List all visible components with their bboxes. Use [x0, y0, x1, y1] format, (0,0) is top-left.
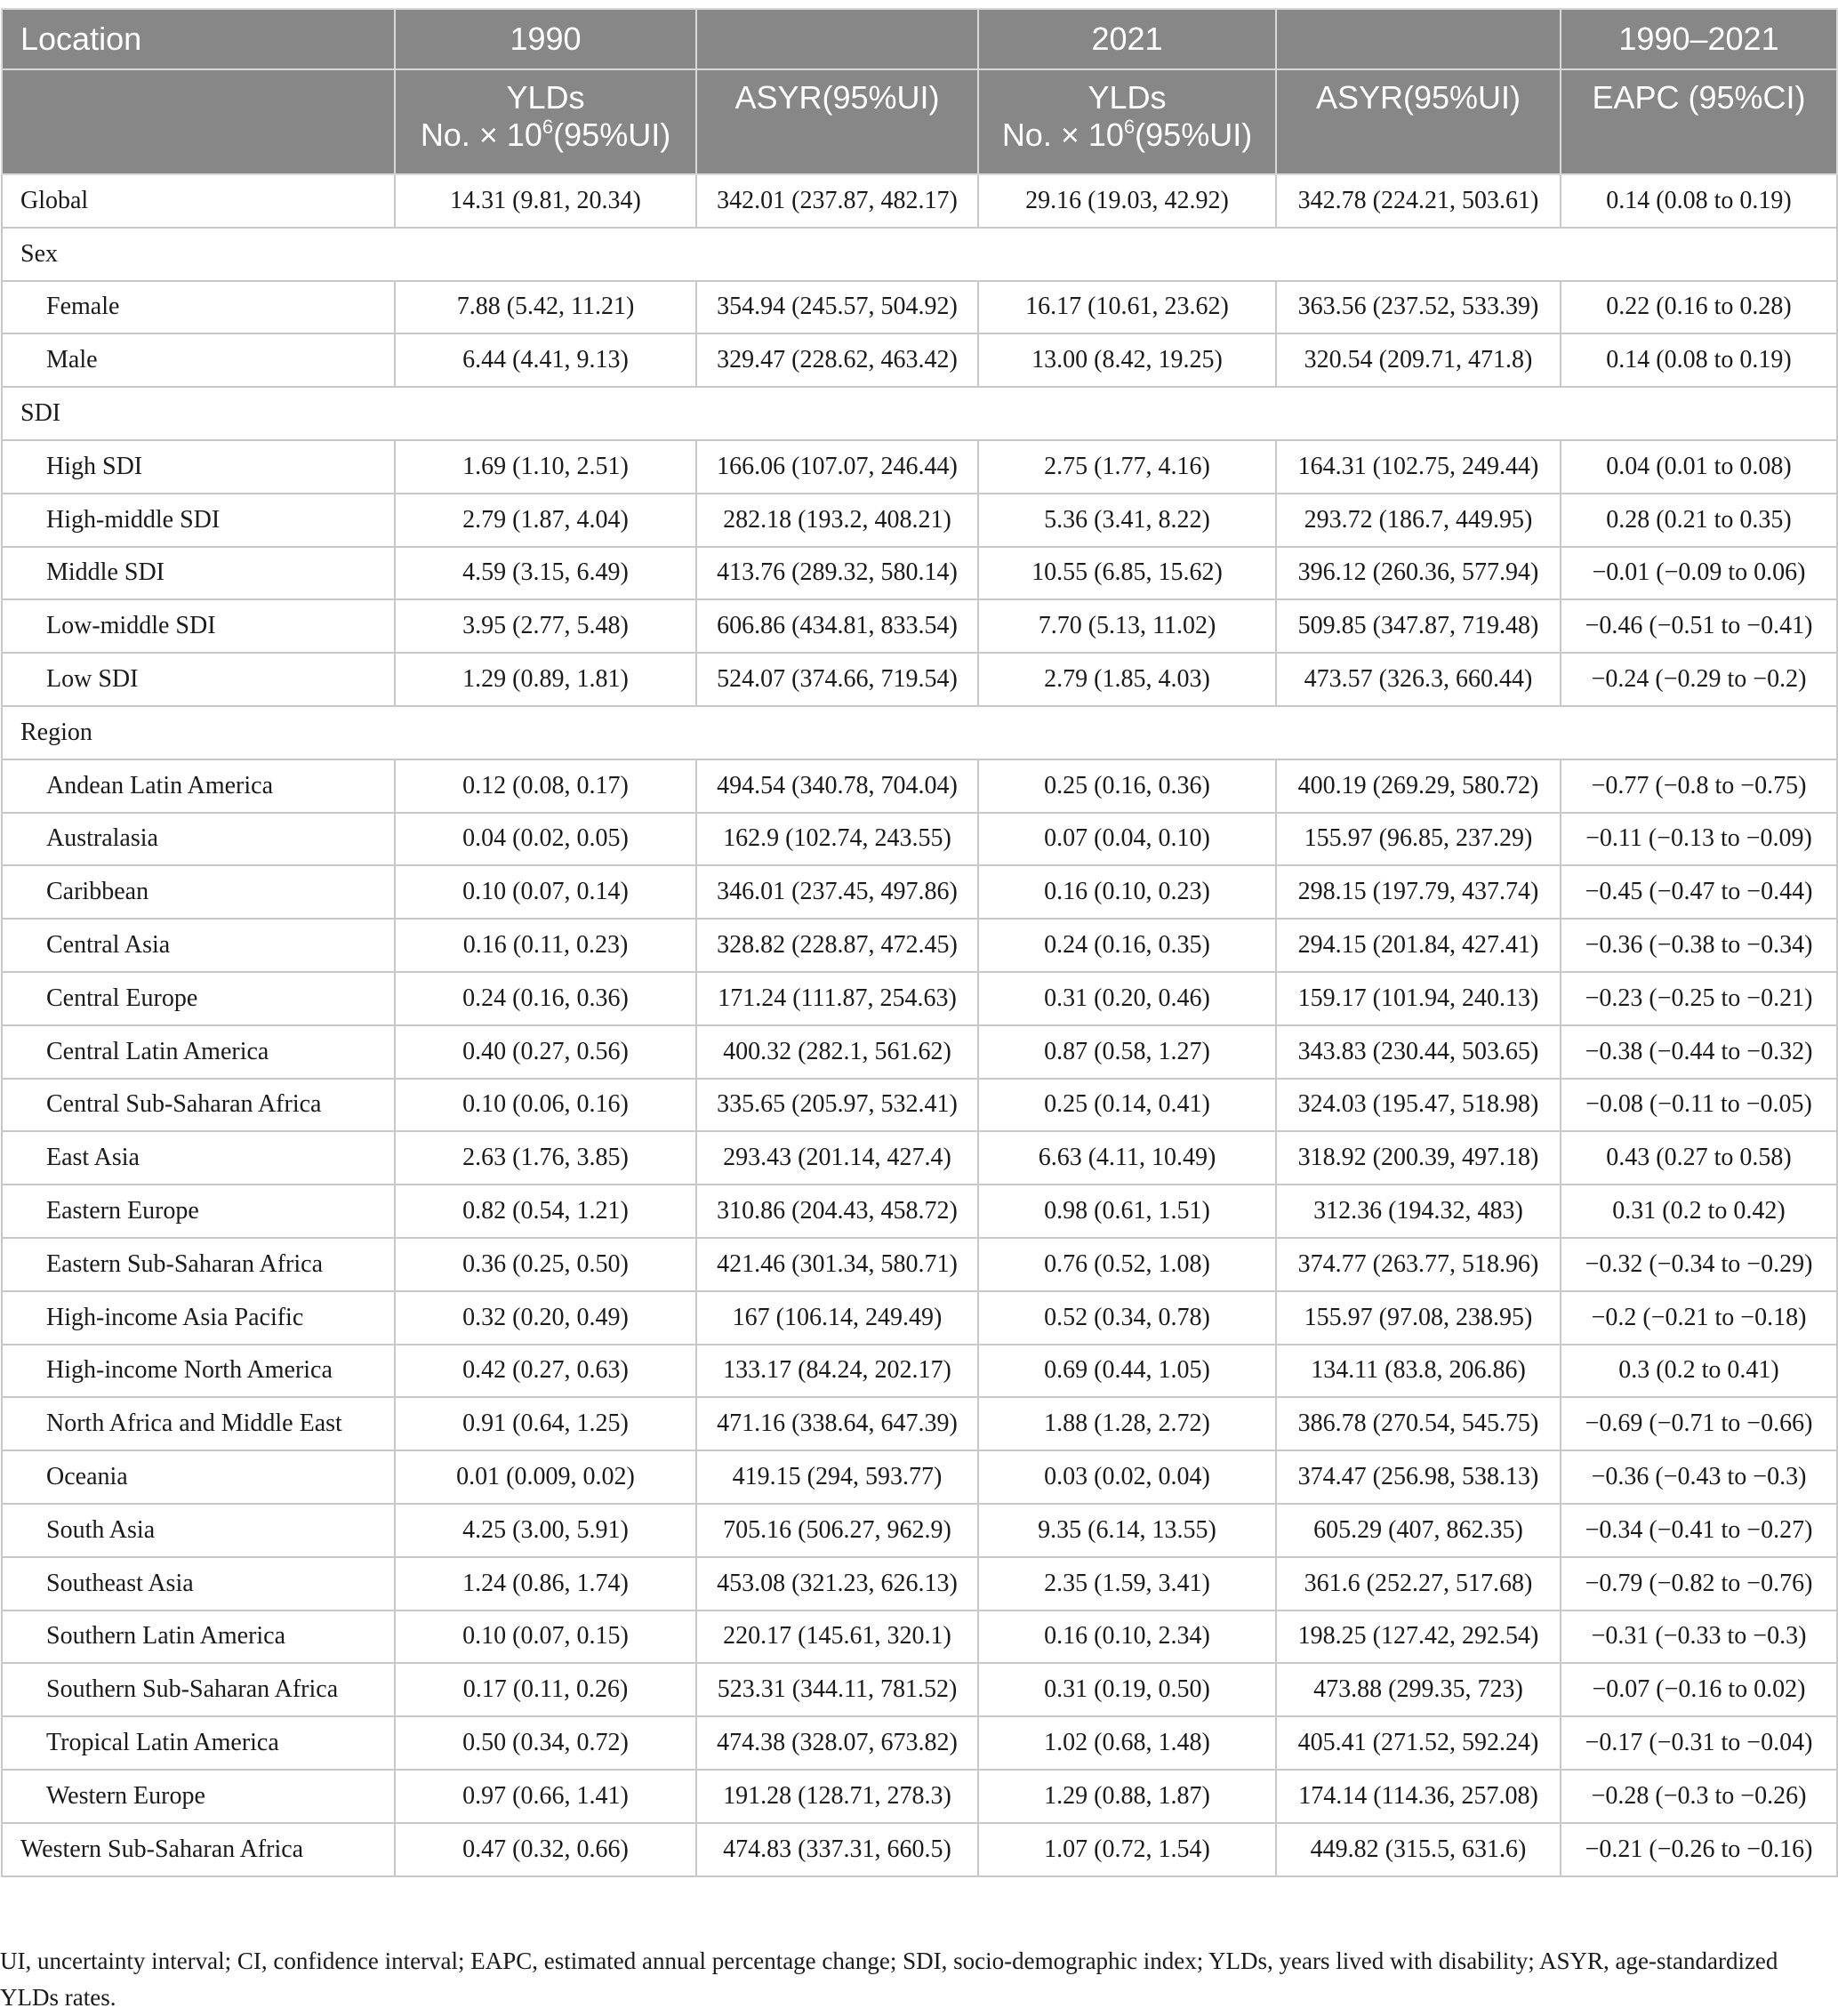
- table-row: [2, 1397, 1837, 1450]
- asyr-2021-cell: 159.17 (101.94, 240.13): [1276, 972, 1561, 1025]
- table-body: [2, 174, 1837, 1876]
- ylds-1990-cell: 2.63 (1.76, 3.85): [395, 1131, 696, 1185]
- ylds-2021-cell: 2.35 (1.59, 3.41): [978, 1557, 1276, 1610]
- asyr-1990-cell: 419.15 (294, 593.77): [696, 1450, 978, 1504]
- ylds-1990-cell: 6.44 (4.41, 9.13): [395, 333, 696, 387]
- location-cell: Male: [2, 333, 395, 387]
- ylds-2021-cell: 0.16 (0.10, 2.34): [978, 1610, 1276, 1664]
- asyr-1990-cell: 293.43 (201.14, 427.4): [696, 1131, 978, 1185]
- asyr-2021-cell: 400.19 (269.29, 580.72): [1276, 759, 1561, 813]
- ylds-1990-cell: 0.10 (0.07, 0.15): [395, 1610, 696, 1664]
- data-table: [1, 8, 1838, 1877]
- eapc-cell: −0.34 (−0.41 to −0.27): [1561, 1504, 1837, 1557]
- location-cell: Central Asia: [2, 919, 395, 972]
- location-cell: Caribbean: [2, 865, 395, 919]
- asyr-1990-cell: 400.32 (282.1, 561.62): [696, 1025, 978, 1079]
- ylds-1990-cell: 0.10 (0.07, 0.14): [395, 865, 696, 919]
- ylds-1990-cell: 0.24 (0.16, 0.36): [395, 972, 696, 1025]
- header-empty-1990: [696, 9, 978, 69]
- asyr-2021-cell: 605.29 (407, 862.35): [1276, 1504, 1561, 1557]
- header-empty-2021: [1276, 9, 1561, 69]
- header-ylds-2021-prefix: No. × 10: [1001, 116, 1124, 153]
- location-cell: Eastern Europe: [2, 1185, 395, 1238]
- asyr-2021-cell: 405.41 (271.52, 592.24): [1276, 1716, 1561, 1770]
- group-label: Region: [2, 706, 1837, 759]
- table-row: [2, 1131, 1837, 1185]
- asyr-1990-cell: 166.06 (107.07, 246.44): [696, 440, 978, 494]
- asyr-2021-cell: 374.47 (256.98, 538.13): [1276, 1450, 1561, 1504]
- ylds-2021-cell: 0.31 (0.20, 0.46): [978, 972, 1276, 1025]
- location-cell: Female: [2, 281, 395, 334]
- table-row: [2, 1823, 1837, 1876]
- location-cell: Southern Latin America: [2, 1610, 395, 1664]
- asyr-1990-cell: 191.28 (128.71, 278.3): [696, 1770, 978, 1823]
- ylds-1990-cell: 0.10 (0.06, 0.16): [395, 1079, 696, 1132]
- ylds-1990-cell: 0.91 (0.64, 1.25): [395, 1397, 696, 1450]
- ylds-1990-cell: 1.24 (0.86, 1.74): [395, 1557, 696, 1610]
- ylds-1990-cell: 4.59 (3.15, 6.49): [395, 547, 696, 600]
- table-row: [2, 1345, 1837, 1398]
- asyr-1990-cell: 474.83 (337.31, 660.5): [696, 1823, 978, 1876]
- asyr-2021-cell: 164.31 (102.75, 249.44): [1276, 440, 1561, 494]
- location-cell: Eastern Sub-Saharan Africa: [2, 1238, 395, 1291]
- ylds-1990-cell: 0.50 (0.34, 0.72): [395, 1716, 696, 1770]
- ylds-2021-cell: 5.36 (3.41, 8.22): [978, 494, 1276, 547]
- header-ylds-2021-sup: 6: [1123, 116, 1136, 138]
- asyr-1990-cell: 354.94 (245.57, 504.92): [696, 281, 978, 334]
- header-ylds-2021-suffix: (95%UI): [1135, 116, 1253, 153]
- ylds-1990-cell: 1.69 (1.10, 2.51): [395, 440, 696, 494]
- table-row: [2, 1185, 1837, 1238]
- table-row: [2, 1663, 1837, 1716]
- asyr-1990-cell: 342.01 (237.87, 482.17): [696, 174, 978, 228]
- location-cell: Tropical Latin America: [2, 1716, 395, 1770]
- table-row: [2, 1716, 1837, 1770]
- eapc-cell: −0.07 (−0.16 to 0.02): [1561, 1663, 1837, 1716]
- table-row: [2, 333, 1837, 387]
- eapc-cell: −0.79 (−0.82 to −0.76): [1561, 1557, 1837, 1610]
- ylds-2021-cell: 0.98 (0.61, 1.51): [978, 1185, 1276, 1238]
- ylds-1990-cell: 4.25 (3.00, 5.91): [395, 1504, 696, 1557]
- eapc-cell: −0.23 (−0.25 to −0.21): [1561, 972, 1837, 1025]
- asyr-1990-cell: 705.16 (506.27, 962.9): [696, 1504, 978, 1557]
- asyr-2021-cell: 155.97 (97.08, 238.95): [1276, 1291, 1561, 1345]
- group-label: Sex: [2, 228, 1837, 281]
- ylds-2021-cell: 0.87 (0.58, 1.27): [978, 1025, 1276, 1079]
- group-label: SDI: [2, 387, 1837, 440]
- asyr-1990-cell: 421.46 (301.34, 580.71): [696, 1238, 978, 1291]
- eapc-cell: −0.28 (−0.3 to −0.26): [1561, 1770, 1837, 1823]
- header-row-metrics: [2, 69, 1837, 174]
- ylds-2021-cell: 0.25 (0.16, 0.36): [978, 759, 1276, 813]
- asyr-1990-cell: 523.31 (344.11, 781.52): [696, 1663, 978, 1716]
- ylds-1990-cell: 14.31 (9.81, 20.34): [395, 174, 696, 228]
- asyr-2021-cell: 324.03 (195.47, 518.98): [1276, 1079, 1561, 1132]
- ylds-1990-cell: 0.47 (0.32, 0.66): [395, 1823, 696, 1876]
- eapc-cell: 0.3 (0.2 to 0.41): [1561, 1345, 1837, 1398]
- group-header-row: [2, 387, 1837, 440]
- ylds-2021-cell: 1.02 (0.68, 1.48): [978, 1716, 1276, 1770]
- ylds-2021-cell: 1.07 (0.72, 1.54): [978, 1823, 1276, 1876]
- table-row: [2, 759, 1837, 813]
- table-row: [2, 440, 1837, 494]
- header-ylds-2021: [978, 69, 1276, 174]
- eapc-cell: −0.38 (−0.44 to −0.32): [1561, 1025, 1837, 1079]
- header-ylds-1990: [395, 69, 696, 174]
- table-row: [2, 1450, 1837, 1504]
- ylds-2021-cell: 0.16 (0.10, 0.23): [978, 865, 1276, 919]
- eapc-cell: 0.28 (0.21 to 0.35): [1561, 494, 1837, 547]
- location-cell: Western Europe: [2, 1770, 395, 1823]
- eapc-cell: −0.32 (−0.34 to −0.29): [1561, 1238, 1837, 1291]
- eapc-cell: −0.2 (−0.21 to −0.18): [1561, 1291, 1837, 1345]
- location-cell: Western Sub-Saharan Africa: [2, 1823, 395, 1876]
- eapc-cell: −0.36 (−0.38 to −0.34): [1561, 919, 1837, 972]
- table-row: [2, 599, 1837, 653]
- header-ylds-2021-line1: YLDs: [1088, 79, 1167, 116]
- asyr-1990-cell: 328.82 (228.87, 472.45): [696, 919, 978, 972]
- location-cell: South Asia: [2, 1504, 395, 1557]
- eapc-cell: −0.11 (−0.13 to −0.09): [1561, 813, 1837, 866]
- ylds-2021-cell: 10.55 (6.85, 15.62): [978, 547, 1276, 600]
- header-row-years: [2, 9, 1837, 69]
- ylds-1990-cell: 1.29 (0.89, 1.81): [395, 653, 696, 706]
- asyr-2021-cell: 298.15 (197.79, 437.74): [1276, 865, 1561, 919]
- asyr-2021-cell: 320.54 (209.71, 471.8): [1276, 333, 1561, 387]
- asyr-2021-cell: 134.11 (83.8, 206.86): [1276, 1345, 1561, 1398]
- table-row: [2, 1504, 1837, 1557]
- asyr-1990-cell: 453.08 (321.23, 626.13): [696, 1557, 978, 1610]
- asyr-2021-cell: 155.97 (96.85, 237.29): [1276, 813, 1561, 866]
- ylds-2021-cell: 0.25 (0.14, 0.41): [978, 1079, 1276, 1132]
- table-row: [2, 547, 1837, 600]
- ylds-2021-cell: 1.88 (1.28, 2.72): [978, 1397, 1276, 1450]
- ylds-2021-cell: 0.07 (0.04, 0.10): [978, 813, 1276, 866]
- ylds-2021-cell: 0.31 (0.19, 0.50): [978, 1663, 1276, 1716]
- location-cell: High-income Asia Pacific: [2, 1291, 395, 1345]
- asyr-1990-cell: 162.9 (102.74, 243.55): [696, 813, 978, 866]
- ylds-1990-cell: 0.16 (0.11, 0.23): [395, 919, 696, 972]
- ylds-1990-cell: 0.17 (0.11, 0.26): [395, 1663, 696, 1716]
- ylds-1990-cell: 0.82 (0.54, 1.21): [395, 1185, 696, 1238]
- table-row: [2, 1610, 1837, 1664]
- ylds-1990-cell: 0.36 (0.25, 0.50): [395, 1238, 696, 1291]
- table-row: [2, 653, 1837, 706]
- location-cell: Central Sub-Saharan Africa: [2, 1079, 395, 1132]
- ylds-2021-cell: 6.63 (4.11, 10.49): [978, 1131, 1276, 1185]
- asyr-1990-cell: 310.86 (204.43, 458.72): [696, 1185, 978, 1238]
- table-header: [2, 9, 1837, 174]
- eapc-cell: −0.36 (−0.43 to −0.3): [1561, 1450, 1837, 1504]
- asyr-2021-cell: 473.57 (326.3, 660.44): [1276, 653, 1561, 706]
- table-row: [2, 1557, 1837, 1610]
- header-location: Location: [2, 9, 395, 69]
- location-cell: Low-middle SDI: [2, 599, 395, 653]
- location-cell: Global: [2, 174, 395, 228]
- header-ylds-1990-sup: 6: [542, 116, 554, 138]
- ylds-2021-cell: 0.24 (0.16, 0.35): [978, 919, 1276, 972]
- eapc-cell: −0.31 (−0.33 to −0.3): [1561, 1610, 1837, 1664]
- header-eapc: EAPC (95%CI): [1561, 69, 1837, 174]
- ylds-1990-cell: 2.79 (1.87, 4.04): [395, 494, 696, 547]
- asyr-2021-cell: 386.78 (270.54, 545.75): [1276, 1397, 1561, 1450]
- eapc-cell: 0.14 (0.08 to 0.19): [1561, 333, 1837, 387]
- asyr-1990-cell: 524.07 (374.66, 719.54): [696, 653, 978, 706]
- eapc-cell: 0.14 (0.08 to 0.19): [1561, 174, 1837, 228]
- asyr-2021-cell: 363.56 (237.52, 533.39): [1276, 281, 1561, 334]
- ylds-2021-cell: 0.52 (0.34, 0.78): [978, 1291, 1276, 1345]
- ylds-1990-cell: 0.32 (0.20, 0.49): [395, 1291, 696, 1345]
- ylds-2021-cell: 16.17 (10.61, 23.62): [978, 281, 1276, 334]
- location-cell: East Asia: [2, 1131, 395, 1185]
- asyr-2021-cell: 342.78 (224.21, 503.61): [1276, 174, 1561, 228]
- location-cell: Australasia: [2, 813, 395, 866]
- asyr-1990-cell: 282.18 (193.2, 408.21): [696, 494, 978, 547]
- asyr-2021-cell: 294.15 (201.84, 427.41): [1276, 919, 1561, 972]
- ylds-2021-cell: 29.16 (19.03, 42.92): [978, 174, 1276, 228]
- asyr-1990-cell: 474.38 (328.07, 673.82): [696, 1716, 978, 1770]
- header-asyr-1990: ASYR(95%UI): [696, 69, 978, 174]
- header-ylds-1990-prefix: No. × 10: [420, 116, 542, 153]
- location-cell: Andean Latin America: [2, 759, 395, 813]
- ylds-2021-cell: 7.70 (5.13, 11.02): [978, 599, 1276, 653]
- eapc-cell: 0.22 (0.16 to 0.28): [1561, 281, 1837, 334]
- eapc-cell: −0.24 (−0.29 to −0.2): [1561, 653, 1837, 706]
- ylds-1990-cell: 7.88 (5.42, 11.21): [395, 281, 696, 334]
- asyr-2021-cell: 374.77 (263.77, 518.96): [1276, 1238, 1561, 1291]
- ylds-1990-cell: 0.97 (0.66, 1.41): [395, 1770, 696, 1823]
- asyr-1990-cell: 494.54 (340.78, 704.04): [696, 759, 978, 813]
- group-header-row: [2, 228, 1837, 281]
- eapc-cell: −0.77 (−0.8 to −0.75): [1561, 759, 1837, 813]
- ylds-1990-cell: 3.95 (2.77, 5.48): [395, 599, 696, 653]
- header-asyr-2021: ASYR(95%UI): [1276, 69, 1561, 174]
- location-cell: North Africa and Middle East: [2, 1397, 395, 1450]
- location-cell: Oceania: [2, 1450, 395, 1504]
- ylds-2021-cell: 1.29 (0.88, 1.87): [978, 1770, 1276, 1823]
- asyr-2021-cell: 343.83 (230.44, 503.65): [1276, 1025, 1561, 1079]
- asyr-2021-cell: 198.25 (127.42, 292.54): [1276, 1610, 1561, 1664]
- ylds-2021-cell: 2.79 (1.85, 4.03): [978, 653, 1276, 706]
- table-row: [2, 919, 1837, 972]
- ylds-1990-cell: 0.01 (0.009, 0.02): [395, 1450, 696, 1504]
- eapc-cell: 0.43 (0.27 to 0.58): [1561, 1131, 1837, 1185]
- asyr-1990-cell: 471.16 (338.64, 647.39): [696, 1397, 978, 1450]
- eapc-cell: −0.17 (−0.31 to −0.04): [1561, 1716, 1837, 1770]
- asyr-1990-cell: 171.24 (111.87, 254.63): [696, 972, 978, 1025]
- table-row: [2, 972, 1837, 1025]
- asyr-1990-cell: 335.65 (205.97, 532.41): [696, 1079, 978, 1132]
- ylds-2021-cell: 13.00 (8.42, 19.25): [978, 333, 1276, 387]
- header-empty-location: [2, 69, 395, 174]
- header-ylds-1990-line1: YLDs: [506, 79, 585, 116]
- eapc-cell: −0.46 (−0.51 to −0.41): [1561, 599, 1837, 653]
- ylds-1990-cell: 0.12 (0.08, 0.17): [395, 759, 696, 813]
- table-row: [2, 1238, 1837, 1291]
- asyr-2021-cell: 509.85 (347.87, 719.48): [1276, 599, 1561, 653]
- location-cell: Central Europe: [2, 972, 395, 1025]
- asyr-2021-cell: 473.88 (299.35, 723): [1276, 1663, 1561, 1716]
- location-cell: Middle SDI: [2, 547, 395, 600]
- location-cell: Southeast Asia: [2, 1557, 395, 1610]
- asyr-1990-cell: 413.76 (289.32, 580.14): [696, 547, 978, 600]
- asyr-1990-cell: 346.01 (237.45, 497.86): [696, 865, 978, 919]
- table-row: [2, 1291, 1837, 1345]
- asyr-2021-cell: 312.36 (194.32, 483): [1276, 1185, 1561, 1238]
- eapc-cell: 0.31 (0.2 to 0.42): [1561, 1185, 1837, 1238]
- ylds-2021-cell: 0.76 (0.52, 1.08): [978, 1238, 1276, 1291]
- location-cell: High SDI: [2, 440, 395, 494]
- ylds-2021-cell: 0.69 (0.44, 1.05): [978, 1345, 1276, 1398]
- ylds-2021-cell: 9.35 (6.14, 13.55): [978, 1504, 1276, 1557]
- asyr-1990-cell: 220.17 (145.61, 320.1): [696, 1610, 978, 1664]
- ylds-2021-cell: 0.03 (0.02, 0.04): [978, 1450, 1276, 1504]
- table-row: [2, 813, 1837, 866]
- location-cell: High-middle SDI: [2, 494, 395, 547]
- eapc-cell: −0.69 (−0.71 to −0.66): [1561, 1397, 1837, 1450]
- asyr-2021-cell: 293.72 (186.7, 449.95): [1276, 494, 1561, 547]
- table-row: [2, 281, 1837, 334]
- ylds-1990-cell: 0.04 (0.02, 0.05): [395, 813, 696, 866]
- location-cell: High-income North America: [2, 1345, 395, 1398]
- eapc-cell: −0.08 (−0.11 to −0.05): [1561, 1079, 1837, 1132]
- group-header-row: [2, 706, 1837, 759]
- header-year-1990: 1990: [395, 9, 696, 69]
- asyr-2021-cell: 449.82 (315.5, 631.6): [1276, 1823, 1561, 1876]
- header-ylds-1990-suffix: (95%UI): [553, 116, 671, 153]
- table-row: [2, 1025, 1837, 1079]
- asyr-2021-cell: 361.6 (252.27, 517.68): [1276, 1557, 1561, 1610]
- header-period: 1990–2021: [1561, 9, 1837, 69]
- asyr-1990-cell: 167 (106.14, 249.49): [696, 1291, 978, 1345]
- asyr-2021-cell: 174.14 (114.36, 257.08): [1276, 1770, 1561, 1823]
- table-row: [2, 1079, 1837, 1132]
- header-year-2021: 2021: [978, 9, 1276, 69]
- eapc-cell: 0.04 (0.01 to 0.08): [1561, 440, 1837, 494]
- asyr-2021-cell: 396.12 (260.36, 577.94): [1276, 547, 1561, 600]
- ylds-2021-cell: 2.75 (1.77, 4.16): [978, 440, 1276, 494]
- ylds-1990-cell: 0.42 (0.27, 0.63): [395, 1345, 696, 1398]
- table-row: [2, 865, 1837, 919]
- eapc-cell: −0.45 (−0.47 to −0.44): [1561, 865, 1837, 919]
- table-row: [2, 174, 1837, 228]
- asyr-2021-cell: 318.92 (200.39, 497.18): [1276, 1131, 1561, 1185]
- location-cell: Central Latin America: [2, 1025, 395, 1079]
- asyr-1990-cell: 329.47 (228.62, 463.42): [696, 333, 978, 387]
- table-row: [2, 1770, 1837, 1823]
- eapc-cell: −0.01 (−0.09 to 0.06): [1561, 547, 1837, 600]
- table-row: [2, 494, 1837, 547]
- asyr-1990-cell: 133.17 (84.24, 202.17): [696, 1345, 978, 1398]
- eapc-cell: −0.21 (−0.26 to −0.16): [1561, 1823, 1837, 1876]
- location-cell: Southern Sub-Saharan Africa: [2, 1663, 395, 1716]
- asyr-1990-cell: 606.86 (434.81, 833.54): [696, 599, 978, 653]
- location-cell: Low SDI: [2, 653, 395, 706]
- footnote: UI, uncertainty interval; CI, confidence interval; EAPC, estimated annual percentage change; SDI, socio-demographic index; YLDs, years lived with disability; ASYR, age-standardized YLDs rates.: [0, 1948, 1778, 2011]
- ylds-1990-cell: 0.40 (0.27, 0.56): [395, 1025, 696, 1079]
